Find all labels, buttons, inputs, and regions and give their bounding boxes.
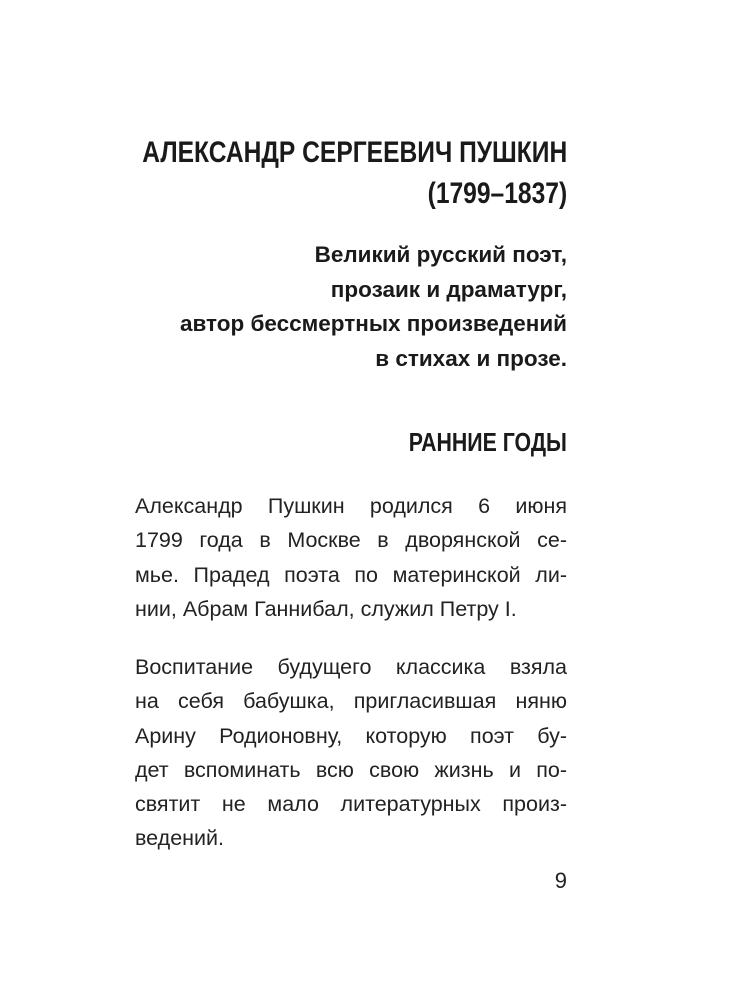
paragraph-line: нии, Абрам Ганнибал, служил Петру I. — [135, 596, 517, 621]
body-paragraph — [135, 650, 567, 856]
author-life-years: (1799–1837) — [427, 177, 567, 210]
paragraph-line: мье. Прадед поэта по материнской ли- — [135, 562, 567, 587]
paragraph-line: Александр Пушкин родился 6 июня — [135, 494, 567, 518]
paragraph-line: на себя бабушка, пригласившая няню — [135, 689, 567, 714]
paragraph-line: 1799 года в Москве в дворянской се- — [135, 528, 567, 553]
body-paragraph — [135, 489, 567, 626]
section-title: РАННИЕ ГОДЫ — [408, 427, 567, 457]
author-description-line: Великий русский поэт, — [314, 242, 567, 267]
paragraph-line: святит не мало литературных произ- — [135, 792, 567, 817]
author-description-line: автор бессмертных произведений — [179, 311, 567, 336]
author-description-line: прозаик и драматург, — [330, 276, 567, 302]
paragraph-line: ведений. — [135, 826, 225, 851]
page-number: 9 — [554, 868, 567, 893]
author-name-heading: АЛЕКСАНДР СЕРГЕЕВИЧ ПУШКИН — [142, 136, 567, 169]
author-description-line: в стихах и прозе. — [375, 345, 567, 371]
author-description — [180, 238, 567, 376]
paragraph-line: дет вспоминать всю свою жизнь и по- — [135, 757, 567, 782]
paragraph-line: Арину Родионовну, которую поэт бу- — [135, 723, 567, 748]
paragraph-line: Воспитание будущего классика взяла — [135, 655, 567, 679]
